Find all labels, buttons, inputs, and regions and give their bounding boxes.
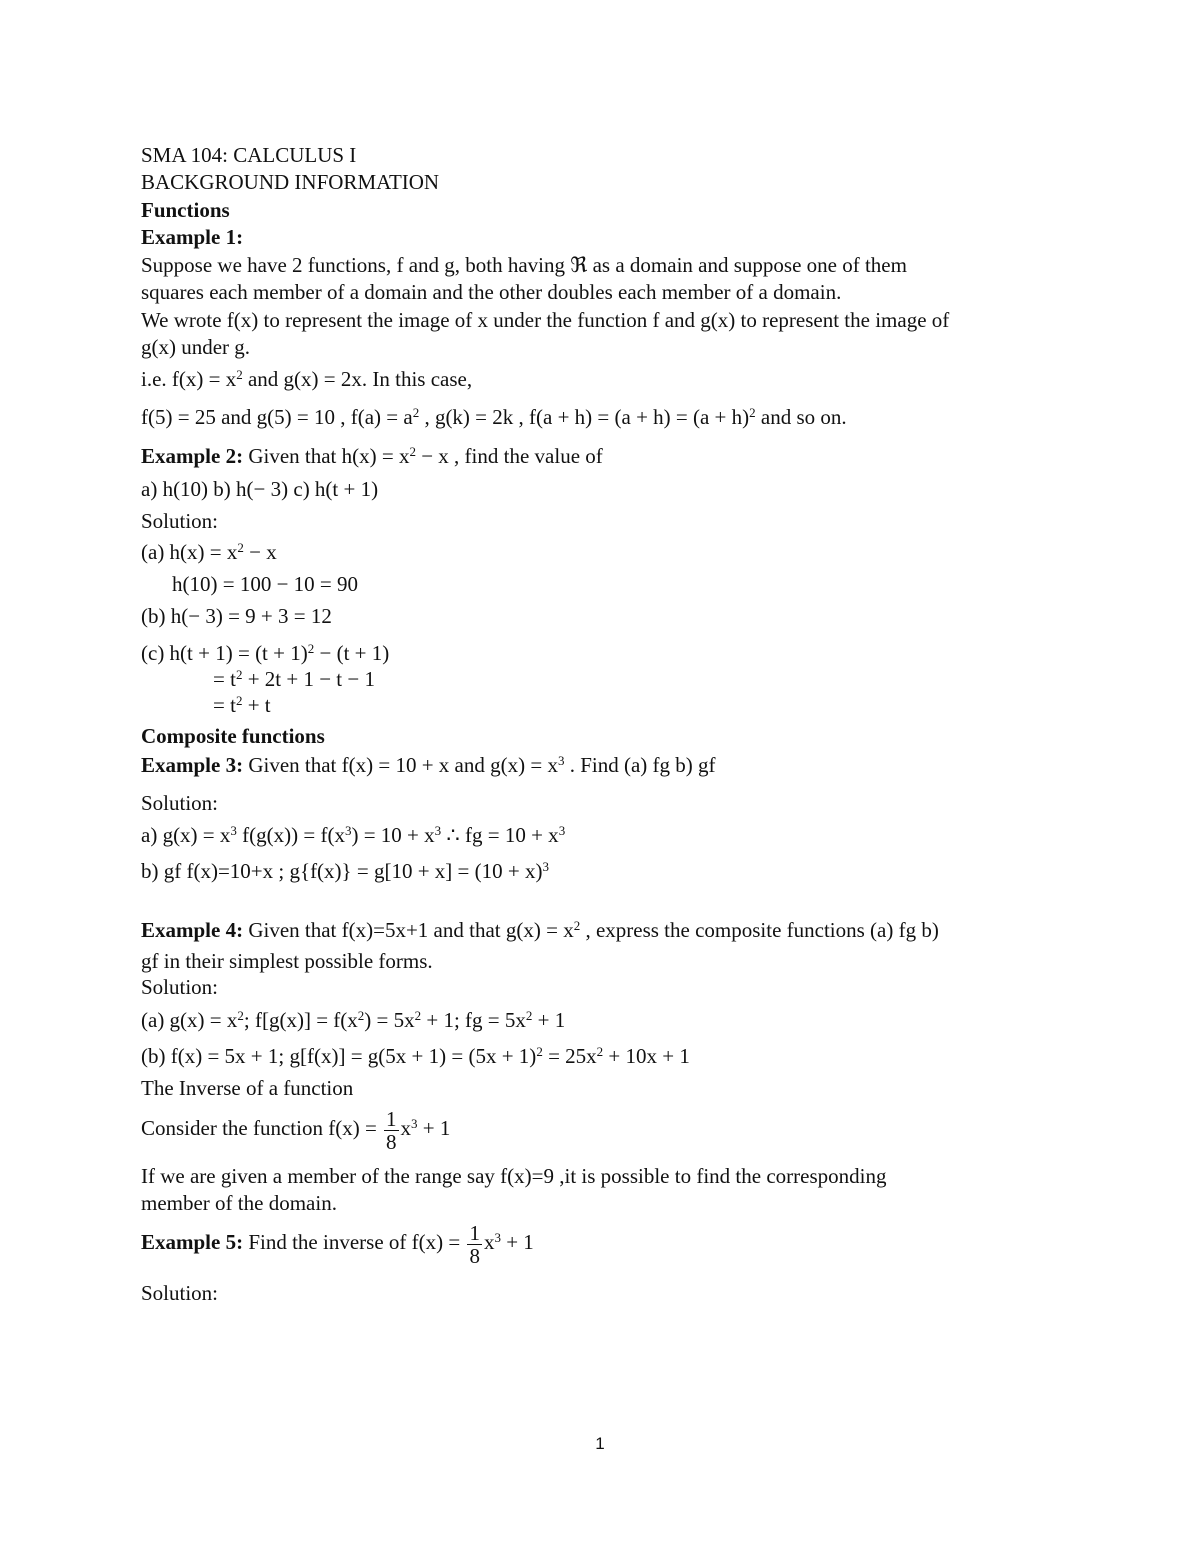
document-subtitle: BACKGROUND INFORMATION <box>141 170 440 194</box>
example-4-solution-label: Solution: <box>141 975 219 999</box>
example-1-line-2: squares each member of a domain and the other doubles each member of a domain. <box>141 280 842 304</box>
fraction-one-eighth: $\frac{1}{8}$ <box>469 1220 480 1268</box>
example-4-solution-a: (a) $g(x) = x^2$; $f[g(x)] = f(x^2) = 5x^2 + 1$; fg = $5x^2 + 1$ <box>141 1008 566 1032</box>
example-2-solution-c: (c) $h(t + 1) = (t + 1)^2 - (t + 1)$ <box>141 641 390 665</box>
inverse-paragraph-line-1: If we are given a member of the range say f(x)=9 ,it is possible to find the corresponding <box>141 1164 887 1188</box>
inverse-consider-line: Consider the function f(x) = $\frac{1}{8}$ $x^3 + 1$ <box>141 1106 451 1154</box>
example-1-line-3: We wrote f(x) to represent the image of x under the function f and g(x) to represent the image of <box>141 308 950 332</box>
example-3-solution-label: Solution: <box>141 791 219 815</box>
section-heading-functions: Functions <box>141 198 230 222</box>
example-1-line-1: Suppose we have 2 functions, f and g, both having ℜ as a domain and suppose one of them <box>141 253 907 277</box>
fraction-one-eighth: $\frac{1}{8}$ <box>386 1106 397 1154</box>
example-3-solution-a: a) $g(x) = x^3$ $f(g(x)) = f(x^3) = 10 + x^3$ ∴ fg = $10 + x^3$ <box>141 823 566 847</box>
example-4-solution-b: (b) f(x) = 5x + 1; $g[f(x)] = g(5x + 1) = (5x + 1)^2 = 25x^2 + 10x + 1$ <box>141 1044 690 1068</box>
example-4-question-line-2: gf in their simplest possible forms. <box>141 949 433 973</box>
example-5-question: Example 5: Find the inverse of f(x) = $\frac{1}{8}$ $x^3 + 1$ <box>141 1220 534 1268</box>
section-heading-inverse: The Inverse of a function <box>141 1076 354 1100</box>
example-2-solution-a: (a) $h(x) = x^2 - x$ <box>141 540 277 564</box>
example-5-solution-label: Solution: <box>141 1281 219 1305</box>
inverse-paragraph-line-2: member of the domain. <box>141 1191 337 1215</box>
course-title: SMA 104: CALCULUS I <box>141 143 357 167</box>
example-1-heading: Example 1: <box>141 225 244 249</box>
example-1-line-4: g(x) under g. <box>141 335 251 359</box>
example-1-line-6: f(5) = 25 and g(5) = 10 , $f(a) = a^2$ , g(k) = 2k , $f(a + h) = (a + h) = (a + h)^2$ and so on. <box>141 405 847 429</box>
example-2-solution-c-step-1: = $t^2 + 2t + 1 - t - 1$ <box>213 667 375 691</box>
example-2-question: Example 2: Given that $h(x) = x^2 - x$ , find the value of <box>141 444 603 468</box>
example-2-solution-b: (b) h(− 3) = 9 + 3 = 12 <box>141 604 332 628</box>
example-3-question: Example 3: Given that f(x) = 10 + x and $g(x) = x^3$ . Find (a) fg b) gf <box>141 753 716 777</box>
example-2-solution-a-result: h(10) = 100 − 10 = 90 <box>172 572 359 596</box>
example-4-question: Example 4: Given that f(x)=5x+1 and that $g(x) = x^2$ , express the composite functions (a) fg b) <box>141 918 939 942</box>
page-number: 1 <box>595 1434 605 1453</box>
example-3-solution-b: b) gf f(x)=10+x ; $g\{f(x)\} = g[10 + x] = (10 + x)^3$ <box>141 859 549 883</box>
example-2-solution-label: Solution: <box>141 509 219 533</box>
example-1-line-5: i.e. $f(x) = x^2$ and g(x) = 2x. In this case, <box>141 367 473 391</box>
example-2-solution-c-step-2: = $t^2 + t$ <box>213 693 271 717</box>
example-2-parts: a) h(10) b) h(− 3) c) h(t + 1) <box>141 477 379 501</box>
section-heading-composite: Composite functions <box>141 724 325 748</box>
